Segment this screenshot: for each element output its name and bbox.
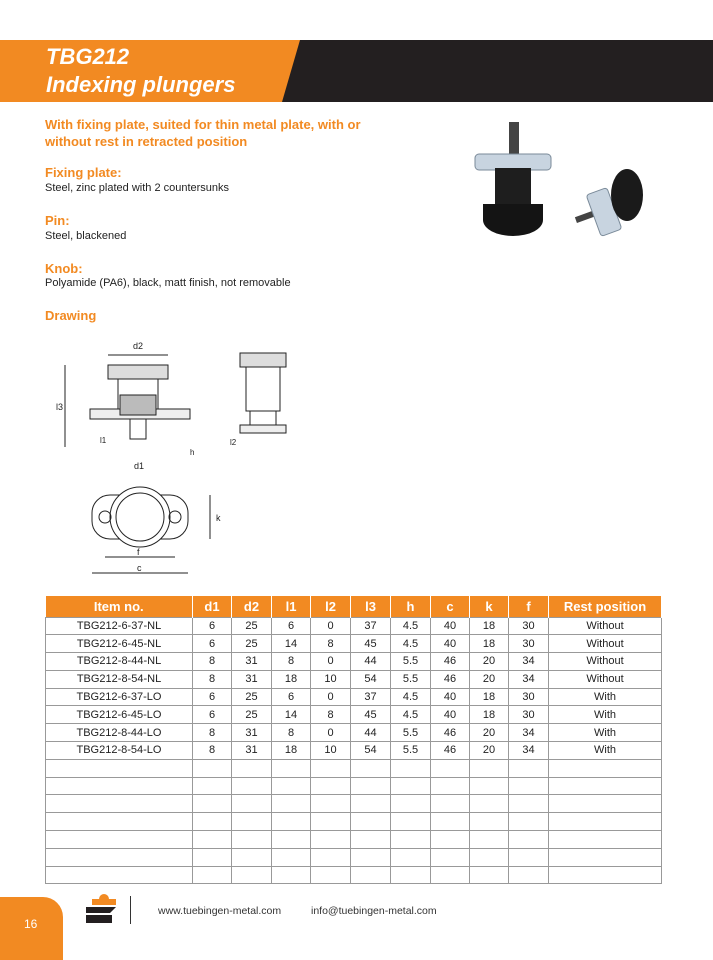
table-cell [232, 848, 272, 866]
column-header: l3 [351, 596, 391, 617]
table-cell [470, 831, 509, 849]
table-cell: 20 [470, 670, 509, 688]
table-cell [549, 795, 662, 813]
table-cell [470, 759, 509, 777]
table-cell: 8 [193, 653, 232, 671]
table-cell: 44 [351, 724, 391, 742]
column-header: l1 [272, 596, 311, 617]
table-cell [391, 831, 431, 849]
table-row [46, 742, 662, 760]
table-cell: 18 [272, 742, 311, 760]
table-cell: 45 [351, 706, 391, 724]
label-d1: d1 [134, 461, 145, 471]
table-cell [351, 795, 391, 813]
table-cell [272, 759, 311, 777]
table-cell: TBG212-8-54-LO [46, 742, 193, 760]
empty-row [46, 795, 662, 813]
table-cell [351, 831, 391, 849]
table-cell [391, 795, 431, 813]
table-cell [272, 795, 311, 813]
table-cell [391, 777, 431, 795]
label-f: f [137, 547, 140, 557]
table-cell: TBG212-6-45-LO [46, 706, 193, 724]
product-code: TBG212 [46, 44, 130, 69]
knob-text: Polyamide (PA6), black, matt finish, not removable [45, 277, 291, 289]
column-header: d1 [193, 596, 232, 617]
table-cell: 6 [193, 617, 232, 635]
table-cell: 31 [232, 670, 272, 688]
table-cell [193, 866, 232, 884]
table-cell [351, 777, 391, 795]
table-row [46, 670, 662, 688]
table-cell [311, 848, 351, 866]
table-cell [470, 777, 509, 795]
table-row [46, 724, 662, 742]
table-cell: 4.5 [391, 688, 431, 706]
table-cell [232, 866, 272, 884]
column-header: l2 [311, 596, 351, 617]
table-cell [272, 813, 311, 831]
table-cell [351, 866, 391, 884]
table-cell: 0 [311, 688, 351, 706]
table-cell [431, 848, 470, 866]
table-cell: 5.5 [391, 742, 431, 760]
table-cell [351, 813, 391, 831]
table-cell: 45 [351, 635, 391, 653]
table-cell: 20 [470, 742, 509, 760]
table-cell [431, 759, 470, 777]
table-cell [509, 795, 549, 813]
table-cell [391, 759, 431, 777]
company-logo-icon [84, 893, 124, 929]
table-row [46, 635, 662, 653]
table-cell: Without [549, 670, 662, 688]
table-cell: 46 [431, 742, 470, 760]
table-cell [272, 848, 311, 866]
table-cell: 18 [470, 617, 509, 635]
table-cell [193, 848, 232, 866]
column-header: c [431, 596, 470, 617]
table-cell: 46 [431, 670, 470, 688]
table-cell: TBG212-8-44-LO [46, 724, 193, 742]
column-header: d2 [232, 596, 272, 617]
table-cell: 18 [272, 670, 311, 688]
column-header: f [509, 596, 549, 617]
empty-row [46, 831, 662, 849]
page-title: Indexing plungers [46, 72, 236, 97]
label-l3: l3 [56, 402, 64, 412]
table-cell: 40 [431, 617, 470, 635]
table-cell [46, 831, 193, 849]
empty-row [46, 777, 662, 795]
table-cell [311, 831, 351, 849]
label-d2: d2 [133, 341, 144, 351]
table-cell: 54 [351, 670, 391, 688]
website-link[interactable]: www.tuebingen-metal.com [158, 905, 282, 917]
table-cell [351, 848, 391, 866]
table-cell [431, 831, 470, 849]
table-cell [311, 866, 351, 884]
table-row [46, 706, 662, 724]
table-cell: 18 [470, 635, 509, 653]
table-cell [509, 866, 549, 884]
table-cell: 14 [272, 635, 311, 653]
empty-row [46, 813, 662, 831]
table-cell: 20 [470, 724, 509, 742]
table-cell: 0 [311, 617, 351, 635]
table-cell: TBG212-6-37-NL [46, 617, 193, 635]
table-cell [232, 795, 272, 813]
column-header: k [470, 596, 509, 617]
table-cell: 18 [470, 706, 509, 724]
table-cell [232, 813, 272, 831]
table-cell [391, 866, 431, 884]
table-cell: 0 [311, 724, 351, 742]
table-cell: 34 [509, 653, 549, 671]
label-k: k [216, 513, 221, 523]
table-cell: 6 [193, 635, 232, 653]
table-cell [549, 831, 662, 849]
table-cell: 4.5 [391, 635, 431, 653]
table-cell [549, 866, 662, 884]
table-cell: 54 [351, 742, 391, 760]
table-cell [272, 777, 311, 795]
table-cell [431, 813, 470, 831]
table-cell [311, 759, 351, 777]
table-cell: 25 [232, 635, 272, 653]
table-cell: 10 [311, 670, 351, 688]
table-cell [232, 759, 272, 777]
table-cell: 44 [351, 653, 391, 671]
table-cell: 6 [272, 617, 311, 635]
table-cell: 20 [470, 653, 509, 671]
table-cell [193, 813, 232, 831]
table-cell: 25 [232, 617, 272, 635]
table-cell: TBG212-8-54-NL [46, 670, 193, 688]
table-cell [46, 848, 193, 866]
table-cell [46, 795, 193, 813]
table-cell [549, 848, 662, 866]
table-cell: 34 [509, 724, 549, 742]
table-cell: 5.5 [391, 670, 431, 688]
table-cell [391, 848, 431, 866]
table-row [46, 688, 662, 706]
footer-divider [130, 896, 131, 924]
table-cell: With [549, 724, 662, 742]
empty-row [46, 866, 662, 884]
table-cell [431, 795, 470, 813]
table-cell [431, 866, 470, 884]
table-cell [509, 777, 549, 795]
table-cell: TBG212-8-44-NL [46, 653, 193, 671]
table-cell: 34 [509, 670, 549, 688]
table-cell: 40 [431, 706, 470, 724]
table-row [46, 653, 662, 671]
pin-heading: Pin: [45, 213, 70, 228]
table-cell: 4.5 [391, 617, 431, 635]
table-cell [232, 831, 272, 849]
table-cell: Without [549, 635, 662, 653]
knob-heading: Knob: [45, 261, 83, 276]
label-c: c [137, 563, 142, 573]
technical-drawing [50, 335, 310, 585]
table-cell: 31 [232, 742, 272, 760]
table-cell: 18 [470, 688, 509, 706]
column-header: Item no. [46, 596, 193, 617]
table-cell: 10 [311, 742, 351, 760]
table-cell [46, 866, 193, 884]
table-cell [311, 795, 351, 813]
table-cell: 37 [351, 688, 391, 706]
table-cell: Without [549, 617, 662, 635]
table-cell [46, 813, 193, 831]
table-cell: 6 [193, 706, 232, 724]
table-cell [311, 813, 351, 831]
table-cell: 34 [509, 742, 549, 760]
table-cell: TBG212-6-37-LO [46, 688, 193, 706]
table-cell: With [549, 706, 662, 724]
table-cell: 5.5 [391, 653, 431, 671]
label-l1: l1 [100, 436, 107, 445]
column-header: h [391, 596, 431, 617]
table-cell: 0 [311, 653, 351, 671]
table-cell [46, 777, 193, 795]
table-cell: TBG212-6-45-NL [46, 635, 193, 653]
table-cell [272, 866, 311, 884]
table-cell [193, 777, 232, 795]
drawing-heading: Drawing [45, 308, 97, 323]
table-cell: 31 [232, 653, 272, 671]
table-cell: 6 [193, 688, 232, 706]
table-cell: 40 [431, 635, 470, 653]
table-cell: With [549, 742, 662, 760]
table-cell: 8 [272, 653, 311, 671]
table-cell: 30 [509, 617, 549, 635]
table-cell: 8 [272, 724, 311, 742]
subtitle: With fixing plate, suited for thin metal plate, with or without rest in retracted position [45, 117, 361, 149]
specs-table [45, 596, 662, 884]
table-cell: 14 [272, 706, 311, 724]
table-cell: 8 [193, 742, 232, 760]
table-cell [46, 759, 193, 777]
table-cell [272, 831, 311, 849]
table-cell: 6 [272, 688, 311, 706]
table-cell: 46 [431, 724, 470, 742]
product-photo [465, 120, 645, 250]
table-cell [509, 759, 549, 777]
table-cell: 40 [431, 688, 470, 706]
table-cell: 30 [509, 706, 549, 724]
table-cell [549, 777, 662, 795]
table-cell: 8 [193, 670, 232, 688]
table-cell [509, 813, 549, 831]
pin-text: Steel, blackened [45, 230, 127, 242]
email-link[interactable]: info@tuebingen-metal.com [311, 905, 437, 917]
table-cell: 31 [232, 724, 272, 742]
table-cell: 8 [193, 724, 232, 742]
table-cell [470, 866, 509, 884]
table-cell: 5.5 [391, 724, 431, 742]
table-cell [193, 795, 232, 813]
table-cell [470, 795, 509, 813]
table-cell: With [549, 688, 662, 706]
table-row [46, 617, 662, 635]
fixing-plate-text: Steel, zinc plated with 2 countersunks [45, 182, 230, 194]
table-cell: 8 [311, 635, 351, 653]
label-l2: l2 [230, 438, 237, 447]
table-cell [311, 777, 351, 795]
table-cell [391, 813, 431, 831]
table-cell: 46 [431, 653, 470, 671]
table-cell [351, 759, 391, 777]
table-cell [509, 831, 549, 849]
table-cell: 8 [311, 706, 351, 724]
table-cell: 30 [509, 688, 549, 706]
label-h: h [190, 448, 195, 457]
table-cell [470, 813, 509, 831]
empty-row [46, 848, 662, 866]
table-cell [431, 777, 470, 795]
table-cell: 25 [232, 706, 272, 724]
fixing-plate-heading: Fixing plate: [45, 165, 122, 180]
table-cell: 37 [351, 617, 391, 635]
page-number: 16 [24, 917, 38, 931]
table-cell: 4.5 [391, 706, 431, 724]
table-cell [193, 831, 232, 849]
table-cell [509, 848, 549, 866]
table-cell [549, 813, 662, 831]
table-cell [470, 848, 509, 866]
empty-row [46, 759, 662, 777]
table-cell: Without [549, 653, 662, 671]
table-cell: 30 [509, 635, 549, 653]
table-cell [549, 759, 662, 777]
column-header: Rest position [549, 596, 662, 617]
table-cell [232, 777, 272, 795]
table-cell [193, 759, 232, 777]
table-cell: 25 [232, 688, 272, 706]
header-band [280, 40, 713, 102]
